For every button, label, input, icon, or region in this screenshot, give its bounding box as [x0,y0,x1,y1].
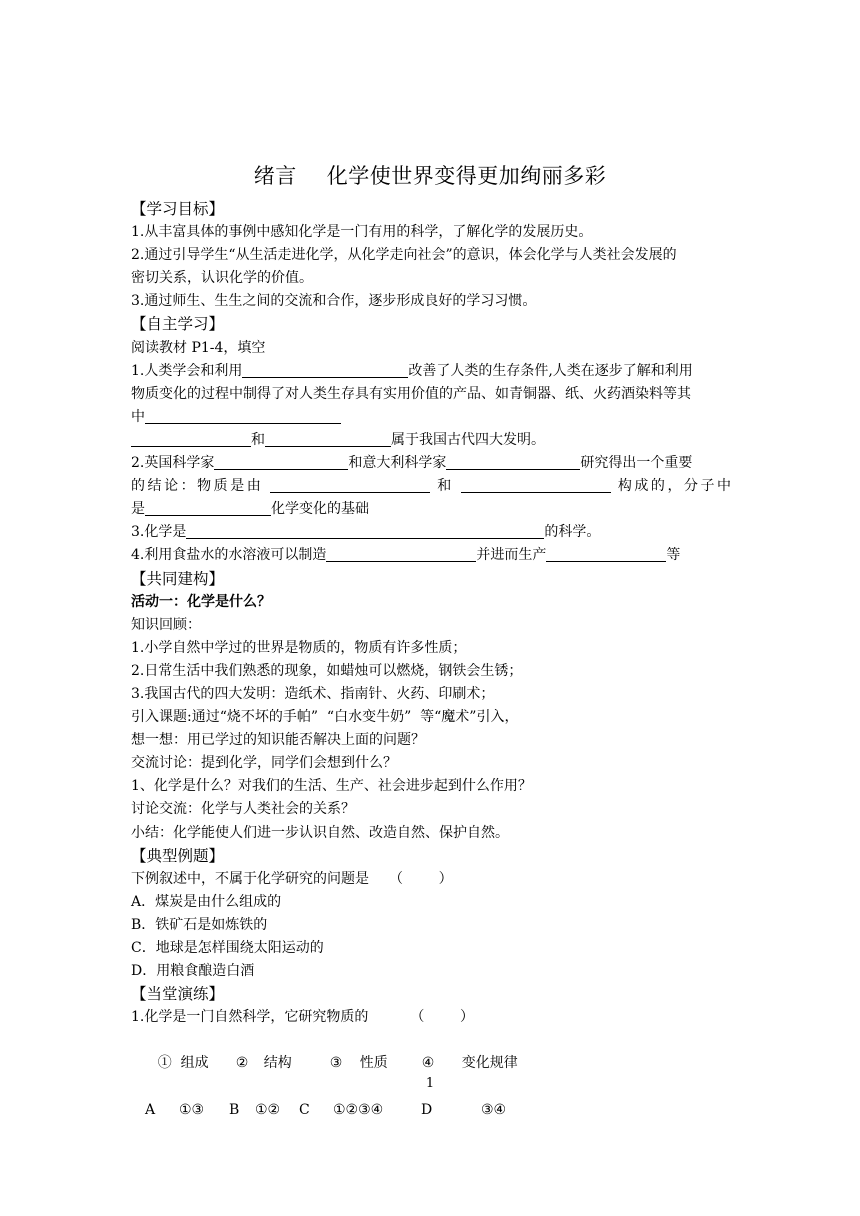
construct-line: 引入课题:通过“烧不坏的手帕” “白水变牛奶” 等“魔术”引入， [131,709,519,726]
construct-line: 1.小学自然中学过的世界是物质的，物质有许多性质； [131,639,467,656]
example-heading: 【典型例题】 [131,846,225,865]
construct-line: 3.我国古代的四大发明：造纸术、指南针、火药、印刷术； [131,685,495,702]
construct-line: 2.日常生活中我们熟悉的现象，如蜡烛可以燃烧，钢铁会生锈； [131,662,523,679]
fill-blank[interactable] [145,407,341,424]
option-d: D．用粮食酿造白酒 [131,963,255,980]
fill-blank[interactable] [186,522,544,539]
fill-blank[interactable] [446,453,580,470]
page-title [0,160,860,190]
practice-items: ① 组成 ② 结构 ③ 性质 ④ 变化规律 [157,1055,518,1072]
q2-line-2: 的结论：物质是由 和 构成的，分子中 [131,478,732,495]
q1-line-4: 和 属于我国古代四大发明。 [131,429,731,452]
self-study-heading: 【自主学习】 [131,315,225,334]
objective-line-2: 2.通过引导学生“从生活走进化学，从化学走向社会”的意识，体会化学与人类社会发展的 [131,247,677,264]
construct-line: 交流讨论：提到化学，同学们会想到什么？ [131,755,397,772]
example-question: 下例叙述中，不属于化学研究的问题是 （ ） [131,870,453,887]
answer-parenthesis[interactable]: （ ） [389,870,453,887]
title-part-2: 化学使世界变得更加绚丽多彩 [326,164,607,188]
document-body [131,198,731,1122]
construct-heading: 【共同建构】 [131,569,225,588]
fill-blank[interactable] [270,476,430,493]
fill-blank[interactable] [242,361,408,378]
construct-line: 知识回顾： [131,616,201,633]
objective-line-4: 3.通过师生、生生之间的交流和合作，逐步形成良好的学习习惯。 [131,293,537,310]
page-number: 1 [425,1076,435,1091]
fill-blank[interactable] [326,545,476,562]
q1-line-3: 中 [131,406,731,429]
q1-line-2: 物质变化的过程中制得了对人类生存具有实用价值的产品、如青铜器、纸、火药酒染料等其 [131,385,691,402]
title-part-1: 绪言 [253,164,297,188]
option-a: A．煤炭是由什么组成的 [131,893,282,910]
objectives-heading: 【学习目标】 [131,200,225,218]
practice-choices: A ①③ B ①② C ①②③④ D ③④ [145,1101,507,1118]
fill-blank[interactable] [546,545,666,562]
self-study-intro: 阅读教材 P1-4，填空 [131,339,266,356]
objective-line-3: 密切关系，认识化学的价值。 [131,270,313,287]
q4-line: 4.利用食盐水的水溶液可以制造 并进而生产 等 [131,547,681,564]
construct-line: 想一想：用已学过的知识能否解决上面的问题？ [131,732,425,749]
fill-blank[interactable] [265,430,391,447]
construct-line: 讨论交流：化学与人类社会的关系？ [131,801,355,818]
q1-line-1: 1.人类学会和利用 改善了人类的生存条件,人类在逐步了解和利用 [131,362,693,379]
practice-heading: 【当堂演练】 [131,985,225,1004]
q2-line-1: 2.英国科学家 和意大利科学家 研究得出一个重要 [131,455,693,472]
activity-title: 活动一：化学是什么？ [131,593,271,610]
objective-line-1: 1.从丰富具体的事例中感知化学是一门有用的科学，了解化学的发展历史。 [131,224,593,241]
option-c: C．地球是怎样围绕太阳运动的 [131,940,324,956]
fill-blank[interactable] [131,430,251,447]
fill-blank[interactable] [214,453,348,470]
answer-parenthesis[interactable]: （ ） [410,1009,474,1026]
fill-blank[interactable] [145,499,271,516]
practice-question: 1.化学是一门自然科学，它研究物质的 （ ） [131,1009,474,1026]
q2-line-3: 是 化学变化的基础 [131,501,369,518]
option-b: B．铁矿石是如炼铁的 [131,916,268,933]
fill-blank[interactable] [461,476,611,493]
construct-line: 小结：化学能使人们进一步认识自然、改造自然、保护自然。 [131,824,509,841]
q3-line: 3.化学是 的科学。 [131,524,601,541]
construct-line: 1、化学是什么？对我们的生活、生产、社会进步起到什么作用？ [131,778,532,795]
